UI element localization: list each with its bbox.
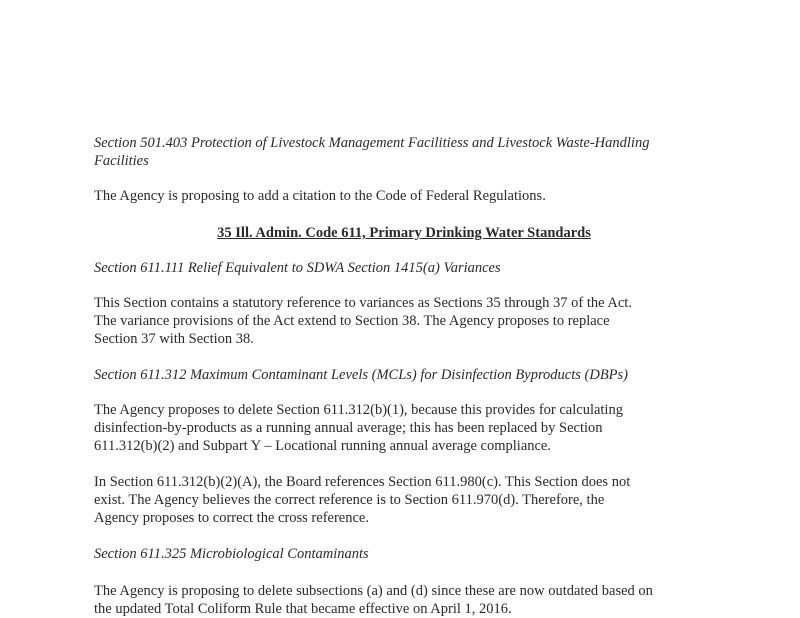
text-line: In Section 611.312(b)(2)(A), the Board references Section 611.980(c). This Section does not: [94, 474, 631, 490]
text-line: the updated Total Coliform Rule that became effective on April 1, 2016.: [94, 601, 512, 617]
section-611-312-heading: [94, 366, 714, 384]
section-501-403-heading: [94, 134, 714, 170]
text-line: Section 611.111 Relief Equivalent to SDWA Section 1415(a) Variances: [94, 260, 501, 276]
text-line: Section 611.325 Microbiological Contaminants: [94, 546, 369, 562]
section-611-111-heading: [94, 259, 714, 277]
text-line: Section 37 with Section 38.: [94, 331, 254, 347]
text-line: Section 611.312 Maximum Contaminant Levels (MCLs) for Disinfection Byproducts (DBPs): [94, 367, 629, 383]
section-611-325-paragraph: [94, 582, 714, 618]
text-line: 611.312(b)(2) and Subpart Y – Locational running annual average compliance.: [94, 438, 551, 454]
section-501-403-paragraph: [94, 187, 714, 205]
text-line: The variance provisions of the Act extend to Section 38. The Agency proposes to replace: [94, 313, 610, 329]
text-line: The Agency is proposing to add a citation to the Code of Federal Regulations.: [94, 188, 546, 204]
text-line: The Agency proposes to delete Section 611.312(b)(1), because this provides for calculating: [94, 402, 623, 418]
text-line: This Section contains a statutory reference to variances as Sections 35 through 37 of the Act.: [94, 295, 632, 311]
text-line: The Agency is proposing to delete subsections (a) and (d) since these are now outdated based on: [94, 583, 653, 599]
section-611-312-paragraph-1: [94, 401, 714, 455]
text-line: exist. The Agency believes the correct reference is to Section 611.970(d). Therefore, the: [94, 492, 605, 508]
section-611-111-paragraph: [94, 294, 714, 348]
text-line: Section 501.403 Protection of Livestock Management Facilitiess and Livestock Waste-Handling: [94, 135, 650, 151]
text-line: Facilities: [94, 153, 149, 169]
text-line: disinfection-by-products as a running annual average; this has been replaced by Section: [94, 420, 603, 436]
section-611-312-paragraph-2: [94, 473, 714, 527]
part-611-heading: 35 Ill. Admin. Code 611, Primary Drinking Water Standards: [217, 225, 591, 241]
section-611-325-heading: [94, 545, 714, 563]
text-line: Agency proposes to correct the cross reference.: [94, 510, 369, 526]
